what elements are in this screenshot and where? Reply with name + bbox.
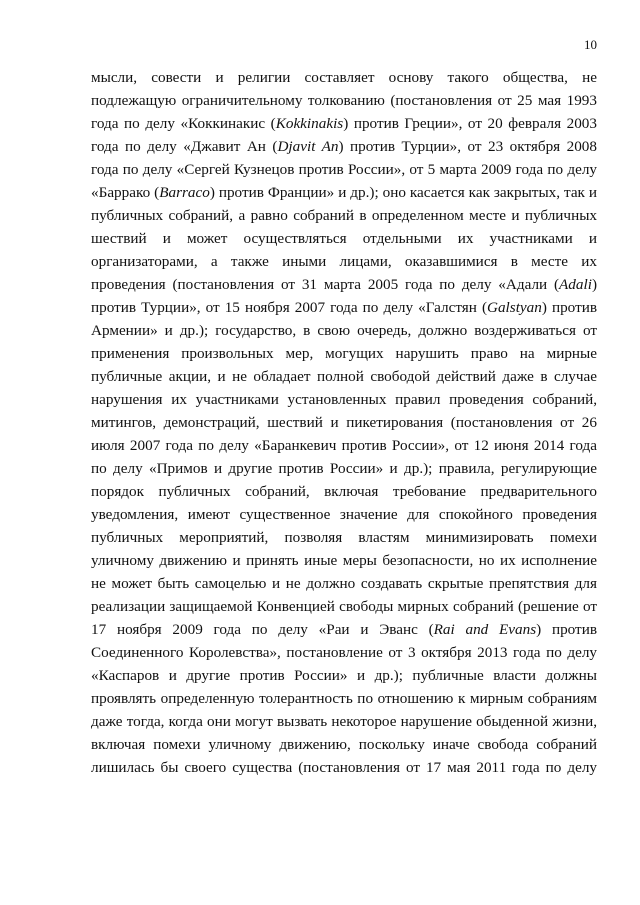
text-line xyxy=(91,158,597,181)
text-run: включая помехи уличному движению, поскольку иначе свобода собраний xyxy=(91,736,597,753)
italic-name: Rai and Evans xyxy=(433,621,537,638)
text-line xyxy=(91,181,597,204)
text-line xyxy=(91,434,597,457)
text-run: проведения (постановления от 31 марта 2005 года по делу «Адали ( xyxy=(91,276,560,293)
text-line xyxy=(91,365,597,388)
text-run: июля 2007 года по делу «Баранкевич против России», от 12 июня 2014 года xyxy=(91,437,597,454)
text-run: ) против xyxy=(541,299,598,316)
text-run: уведомления, имеют существенное значение для спокойного проведения xyxy=(91,506,597,523)
text-run: публичных собраний, а равно собраний в определенном месте и публичных xyxy=(91,207,597,224)
text-line xyxy=(91,342,597,365)
text-run: по делу «Примов и другие против России» и др.); правила, регулирующие xyxy=(91,460,597,477)
text-run: применения произвольных мер, могущих нарушить право на мирные xyxy=(91,345,597,362)
text-run: порядок публичных собраний, включая требование предварительного xyxy=(91,483,597,500)
italic-name: Djavit An xyxy=(277,138,339,155)
italic-name: Galstyan xyxy=(487,299,542,316)
text-run: ) xyxy=(591,276,597,293)
text-line xyxy=(91,388,597,411)
text-run: Армении» и др.); государство, в свою очередь, должно воздерживаться от xyxy=(91,322,597,339)
text-line xyxy=(91,733,597,756)
text-line xyxy=(91,411,597,434)
text-run: года по делу «Коккинакис ( xyxy=(91,115,276,132)
text-run: года по делу «Сергей Кузнецов против России», от 5 марта 2009 года по делу xyxy=(91,161,597,178)
text-run: ) против Турции», от 23 октября 2008 xyxy=(338,138,597,155)
text-line xyxy=(91,112,597,135)
text-line xyxy=(91,273,597,296)
italic-name: Barraco xyxy=(159,184,210,201)
text-line xyxy=(91,89,597,112)
text-line xyxy=(91,595,597,618)
text-line xyxy=(91,250,597,273)
text-line xyxy=(91,204,597,227)
text-run: «Баррако ( xyxy=(91,184,160,201)
text-run: нарушения их участниками установленных правил проведения собраний, xyxy=(91,391,597,408)
text-run: ) против xyxy=(536,621,597,638)
text-run: реализации защищаемой Конвенцией свободы мирных собраний (решение от xyxy=(91,598,597,615)
text-run: против Турции», от 15 ноября 2007 года по делу «Галстян ( xyxy=(91,299,487,316)
text-run: Соединенного Королевства», постановление от 3 октября 2013 года по делу xyxy=(91,644,597,661)
text-line xyxy=(91,710,597,733)
body-text xyxy=(91,66,597,779)
text-line xyxy=(91,296,597,319)
text-run: даже тогда, когда они могут вызвать некоторое нарушение обыденной жизни, xyxy=(91,713,597,730)
italic-name: Adali xyxy=(559,276,592,293)
text-run: публичные акции, и не обладает полной свободой действий даже в случае xyxy=(91,368,597,385)
text-run: не может быть самоцелью и не должно создавать скрытые препятствия для xyxy=(91,575,597,592)
text-run: лишилась бы своего существа (постановления от 17 мая 2011 года по делу xyxy=(91,759,597,776)
text-line xyxy=(91,227,597,250)
text-line xyxy=(91,319,597,342)
text-run: 17 ноября 2009 года по делу «Раи и Эванс ( xyxy=(91,621,434,638)
text-line xyxy=(91,66,597,89)
text-line xyxy=(91,526,597,549)
text-run: уличному движению и принять иные меры безопасности, но их исполнение xyxy=(91,552,597,569)
text-run: «Каспаров и другие против России» и др.); публичные власти должны xyxy=(91,667,597,684)
text-line xyxy=(91,572,597,595)
text-line xyxy=(91,549,597,572)
text-run: года по делу «Джавит Ан ( xyxy=(91,138,278,155)
text-line xyxy=(91,664,597,687)
text-run: организаторами, а также иными лицами, оказавшимися в месте их xyxy=(91,253,597,270)
text-run: публичных мероприятий, позволяя властям минимизировать помехи xyxy=(91,529,597,546)
text-run: подлежащую ограничительному толкованию (постановления от 25 мая 1993 xyxy=(91,92,597,109)
page-number: 10 xyxy=(584,37,597,52)
italic-name: Kokkinakis xyxy=(275,115,344,132)
text-line xyxy=(91,641,597,664)
text-line xyxy=(91,135,597,158)
text-line xyxy=(91,480,597,503)
text-line xyxy=(91,618,597,641)
text-run: мысли, совести и религии составляет основу такого общества, не xyxy=(91,69,597,86)
text-run: ) против Греции», от 20 февраля 2003 xyxy=(343,115,597,132)
text-run: ) против Франции» и др.); оно касается как закрытых, так и xyxy=(209,184,598,201)
text-run: шествий и может осуществляться отдельными их участниками и xyxy=(91,230,597,247)
text-line xyxy=(91,457,597,480)
text-line xyxy=(91,687,597,710)
text-line xyxy=(91,756,597,779)
text-line xyxy=(91,503,597,526)
text-run: митингов, демонстраций, шествий и пикетирования (постановления от 26 xyxy=(91,414,597,431)
text-run: проявлять определенную толерантность по отношению к мирным собраниям xyxy=(91,690,597,707)
